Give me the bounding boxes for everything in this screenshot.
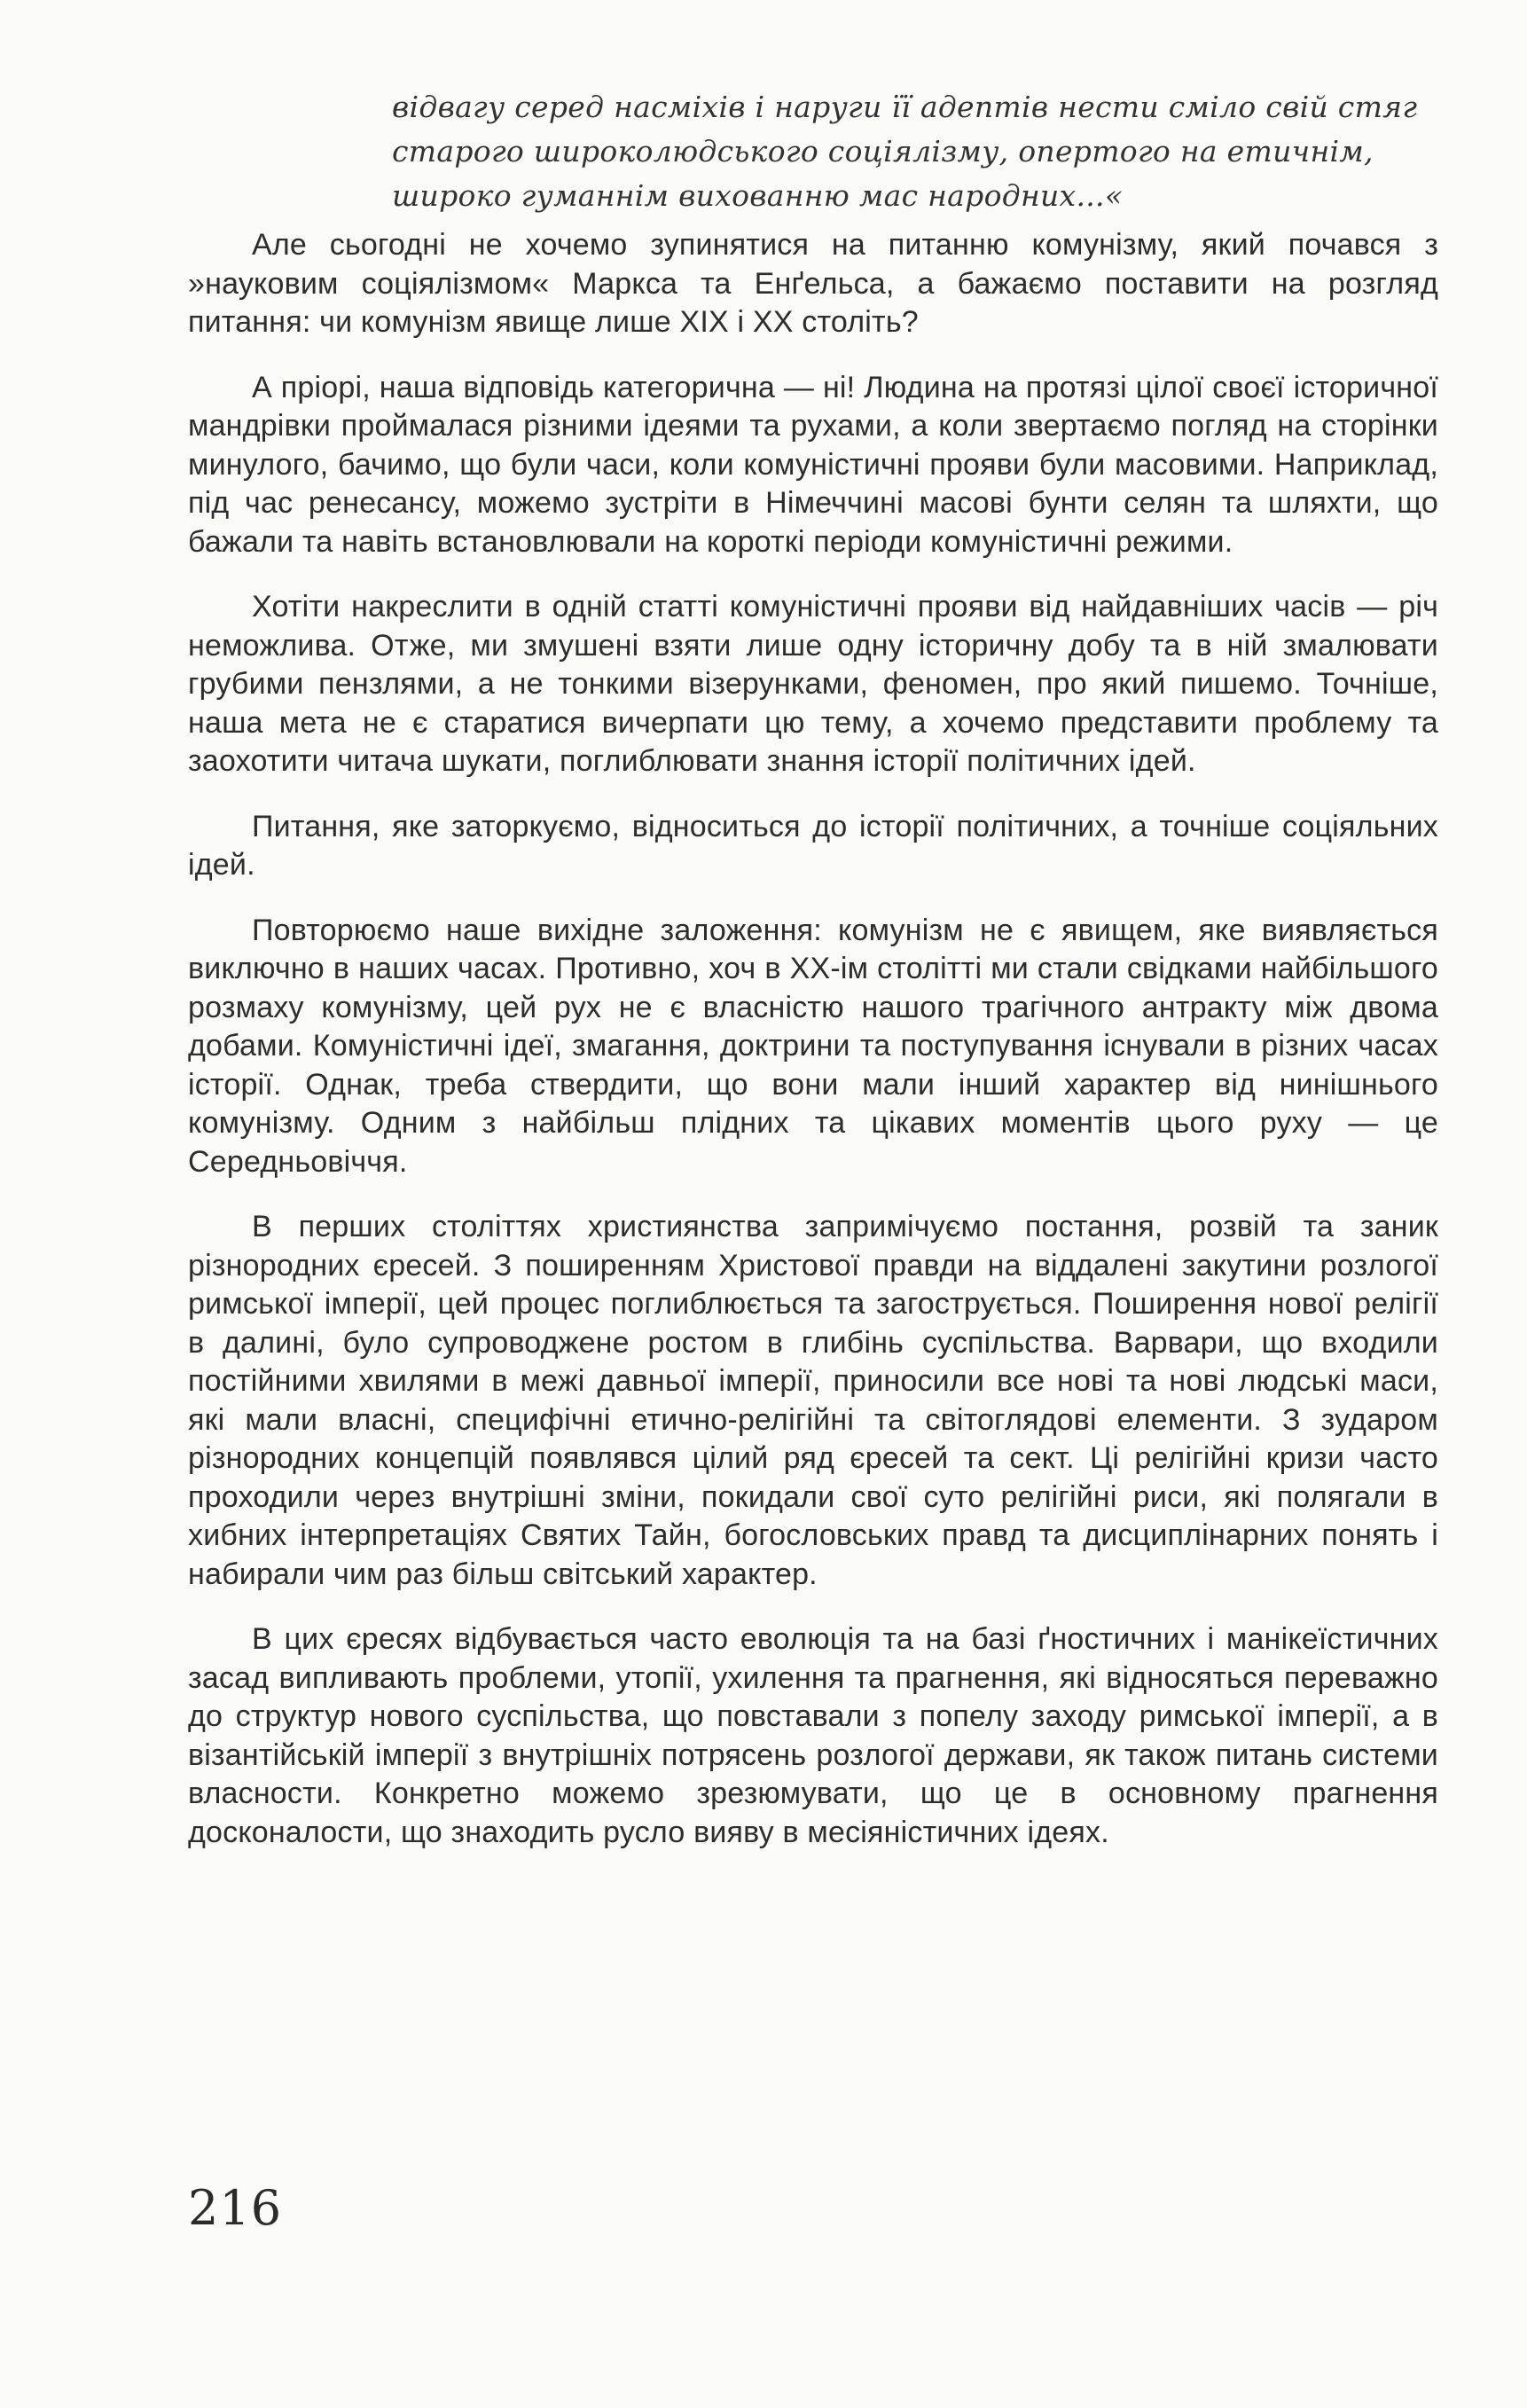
body-text (188, 226, 1438, 1879)
page-number: 216 (188, 2180, 283, 2236)
paragraph: В цих єресях відбувається часто еволюція та на базі ґностичних і манікеїстичних засад випливають проблеми, утопії, ухилення та прагнення, які відносяться переважно до структур нового суспільства, що повставали з попелу заходу римської імперії, а в візантійській імперії з внутрішніх потрясень розлогої держави, як також питань системи власности. Конкретно можемо зрезюмувати, що це в основному прагнення досконалости, що знаходить русло вияву в месіяністичних ідеях. (188, 1622, 1438, 1849)
paragraph: Повторюємо наше вихідне заложення: комунізм не є явищем, яке виявляється виключно в наших часах. Противно, хоч в XX-ім столітті ми стали свідками найбільшого розмаху комунізму, цей рух не є власністю нашого трагічного антракту між двома добами. Комуністичні ідеї, змагання, доктрини та поступування існували в різних часах історії. Однак, треба ствердити, що вони мали інший характер від нинішнього комунізму. Одним з найбільш плідних та цікавих моментів цього руху — це Середньовіччя. (188, 913, 1438, 1179)
paragraph: Питання, яке заторкуємо, відноситься до історії політичних, а точніше соціяльних ідей. (188, 809, 1438, 882)
italic-quote: відвагу серед насміхів і наруги її адептів нести сміло свій стяг старого широколюдського соціялізму, опертого на етичнім, широко гуманнім вихованню мас народних...« (392, 90, 1418, 213)
paragraph: Але сьогодні не хочемо зупинятися на питанню комунізму, який почався з »науковим соціялізмом« Маркса та Енґельса, а бажаємо поставити на розгляд питання: чи комунізм явище лише XIX і XX століть? (188, 228, 1438, 339)
paragraph: А пріорі, наша відповідь категорична — ні! Людина на протязі цілої своєї історичної мандрівки проймалася різними ідеями та рухами, а коли звертаємо погляд на сторінки минулого, бачимо, що були часи, коли комуністичні прояви були масовими. Наприклад, під час ренесансу, можемо зустріти в Німеччині масові бунти селян та шляхти, що бажали та навіть встановлювали на короткі періоди комуністичні режими. (188, 370, 1438, 559)
paragraph: В перших століттях християнства запримічуємо постання, розвій та заник різнородних єресей. З поширенням Христової правди на віддалені закутини розлогої римської імперії, цей процес поглиблюється та загострується. Поширення нової релігії в далині, було супроводжене ростом в глибінь суспільства. Варвари, що входили постійними хвилями в межі давньої імперії, приносили все нові та нові людські маси, які мали власні, специфічні етично-релігійні та світоглядові елементи. З зударом різнородних концепцій появлявся цілий ряд єресей та сект. Ці релігійні кризи часто проходили через внутрішні зміни, покидали свої суто релігійні риси, які полягали в хибних інтерпретаціях Святих Тайн, богословських правд та дисциплінарних понять і набирали чим раз більш світський характер. (188, 1210, 1438, 1591)
paragraph: Хотіти накреслити в одній статті комуністичні прояви від найдавніших часів — річ неможлива. Отже, ми змушені взяти лише одну історичну добу та в ній змалювати грубими пензлями, а не тонкими візерунками, феномен, про який пишемо. Точніше, наша мета не є старатися вичерпати цю тему, а хочемо представити проблему та заохотити читача шукати, поглиблювати знання історії політичних ідей. (188, 590, 1438, 778)
